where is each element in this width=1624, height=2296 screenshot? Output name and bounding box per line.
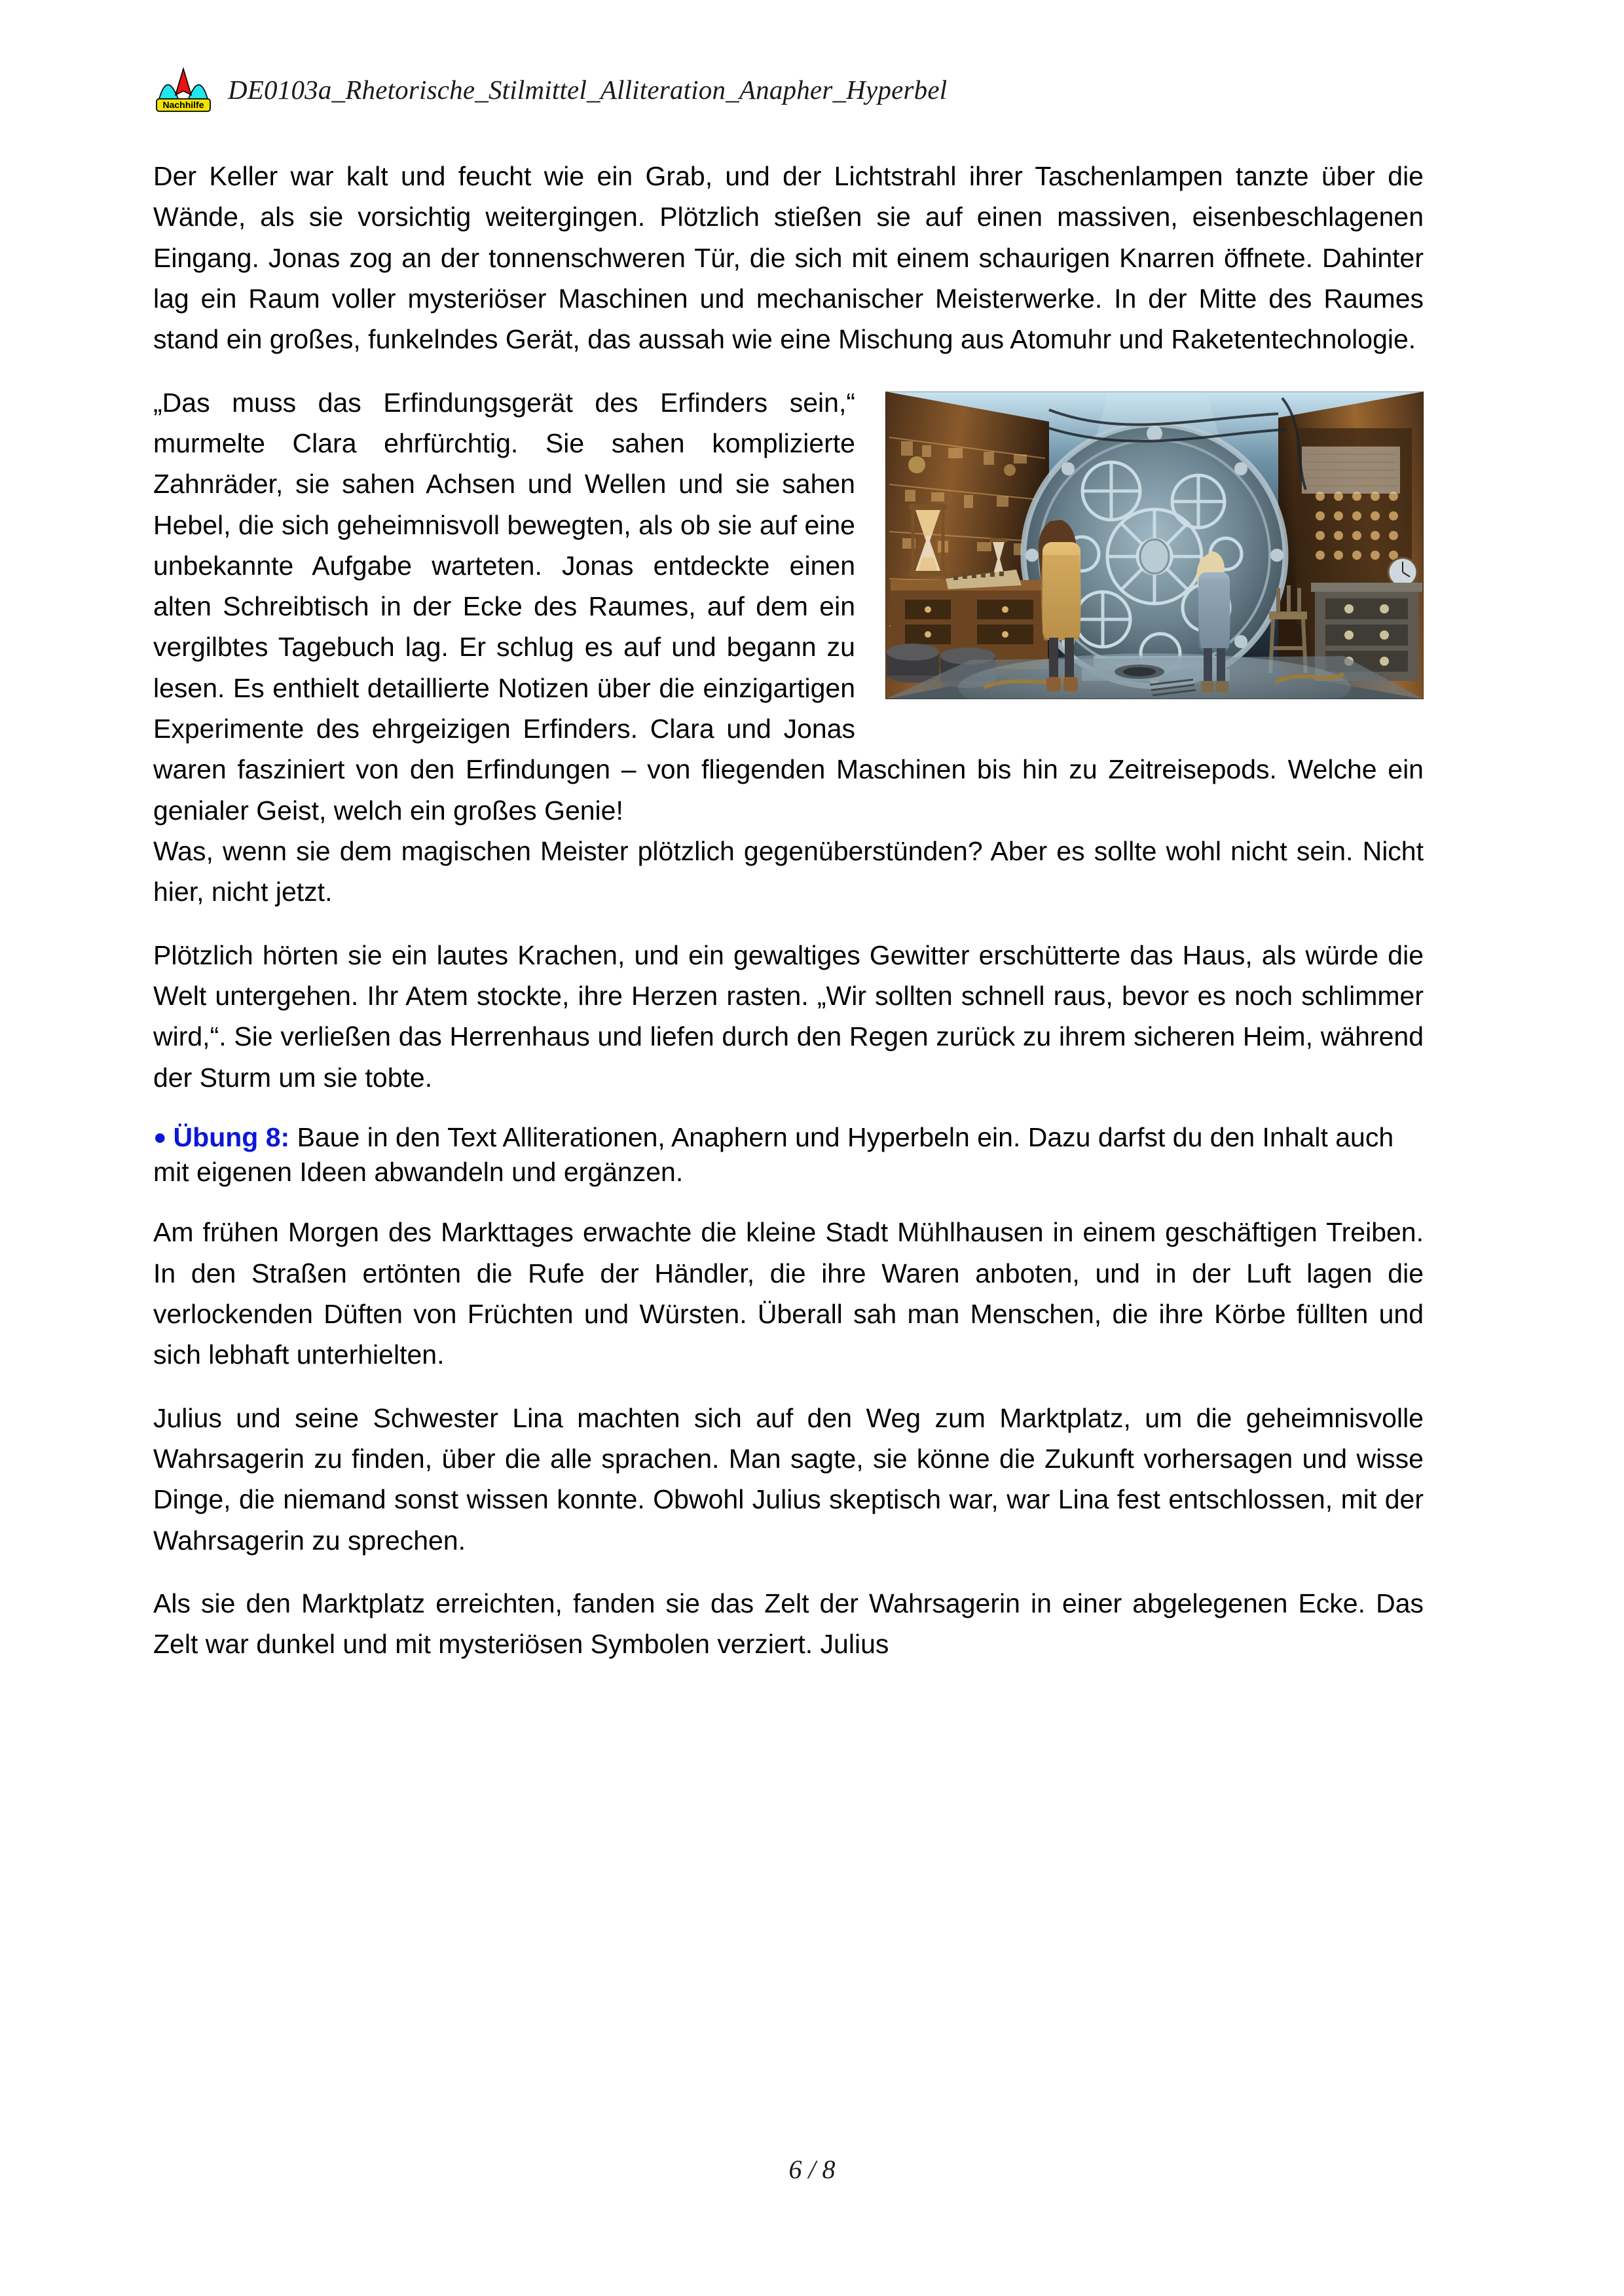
document-title: DE0103a_Rhetorische_Stilmittel_Alliteration_Anapher_Hyperbel: [228, 75, 948, 105]
paragraph-with-illustration-wrapper: [153, 382, 1424, 831]
logo-word: Nachhilfe: [162, 100, 204, 110]
page-footer: [0, 2154, 1624, 2185]
paragraph-thunderstorm: Plötzlich hörten sie ein lautes Krachen, und ein gewaltiges Gewitter erschütterte das Haus, als würde die Welt untergehen. Ihr Atem stockte, ihre Herzen rasten. „Wir sollten schnell raus, bevor es noch schlimmer wird,“. Sie verließen das Herrenhaus und liefen durch den Regen zurück zu ihrem sicheren Heim, während der Sturm um sie tobte.: [153, 939, 1424, 1093]
paragraph-invention-device: „Das muss das Erfindungsgerät des Erfinders sein,“ murmelte Clara ehrfürchtig. Sie sahen komplizierte Zahnräder, sie sahen Achsen und Wellen und sie sahen Hebel, die sich geheimnisvoll bewegten, als ob sie auf eine unbekannte Aufgabe warteten. Jonas entdeckte einen alten Schreibtisch in der Ecke des Raumes, auf dem ein vergilbtes Tagebuch lag. Er schlug es auf und begann zu lesen. Es enthielt detaillierte Notizen über die einzigartigen Experimente des ehrgeizigen Erfinders. Clara und Jonas waren fasziniert von den Erfindungen – von fliegenden Maschinen bis hin zu Zeitreisepods. Welche ein genialer Geist, welch ein großes Genie!: [153, 387, 1424, 826]
exercise-bullet-icon: ●: [153, 1124, 167, 1150]
document-header: [153, 63, 1424, 117]
nachhilfe-logo-icon: [153, 66, 213, 113]
page-number: 6 / 8: [788, 2155, 836, 2184]
paragraph-julius-lina: Julius und seine Schwester Lina machten sich auf den Weg zum Marktplatz, um die geheimnisvolle Wahrsagerin zu finden, über die alle sprachen. Man sagte, sie könne die Zukunft vorhersagen und wisse Dinge, die niemand sonst wissen konnte. Obwohl Julius skeptisch war, war Lina fest entschlossen, mit der Wahrsagerin zu sprechen.: [153, 1402, 1424, 1556]
document-body: [153, 156, 1424, 1665]
paragraph-cellar: Der Keller war kalt und feucht wie ein Grab, und der Lichtstrahl ihrer Taschenlampen tanzte über die Wände, als sie vorsichtig weitergingen. Plötzlich stießen sie auf einen massiven, eisenbeschlagenen Eingang. Jonas zog an der tonnenschweren Tür, die sich mit einem schaurigen Knarren öffnete. Dahinter lag ein Raum voller mysteriöser Maschinen und mechanischer Meisterwerke. In der Mitte des Raumes stand ein großes, funkelndes Gerät, das aussah wie eine Mischung aus Atomuhr und Raketentechnologie.: [153, 161, 1424, 355]
exercise-8-block: [153, 1120, 1424, 1190]
exercise-instruction: Baue in den Text Alliterationen, Anaphern und Hyperbeln ein. Dazu darfst du den Inhalt auch mit eigenen Ideen abwandeln und ergänzen.: [153, 1121, 1394, 1188]
paragraph-magic-master: Was, wenn sie dem magischen Meister plötzlich gegenüberstünden? Aber es sollte wohl nicht sein. Nicht hier, nicht jetzt.: [153, 836, 1424, 907]
paragraph-fortune-teller-tent: Als sie den Marktplatz erreichten, fanden sie das Zelt der Wahrsagerin in einer abgelegenen Ecke. Das Zelt war dunkel und mit mysteriösen Symbolen verziert. Julius: [153, 1588, 1424, 1660]
paragraph-market-morning: Am frühen Morgen des Markttages erwachte die kleine Stadt Mühlhausen in einem geschäftigen Treiben. In den Straßen ertönten die Rufe der Händler, die ihre Waren anboten, und in der Luft lagen die verlockenden Düften von Früchten und Würsten. Überall sah man Menschen, die ihre Körbe füllten und sich lebhaft unterhielten.: [153, 1217, 1424, 1370]
exercise-label: Übung 8:: [173, 1121, 290, 1152]
illustration-clockwork-vault: [885, 392, 1424, 699]
